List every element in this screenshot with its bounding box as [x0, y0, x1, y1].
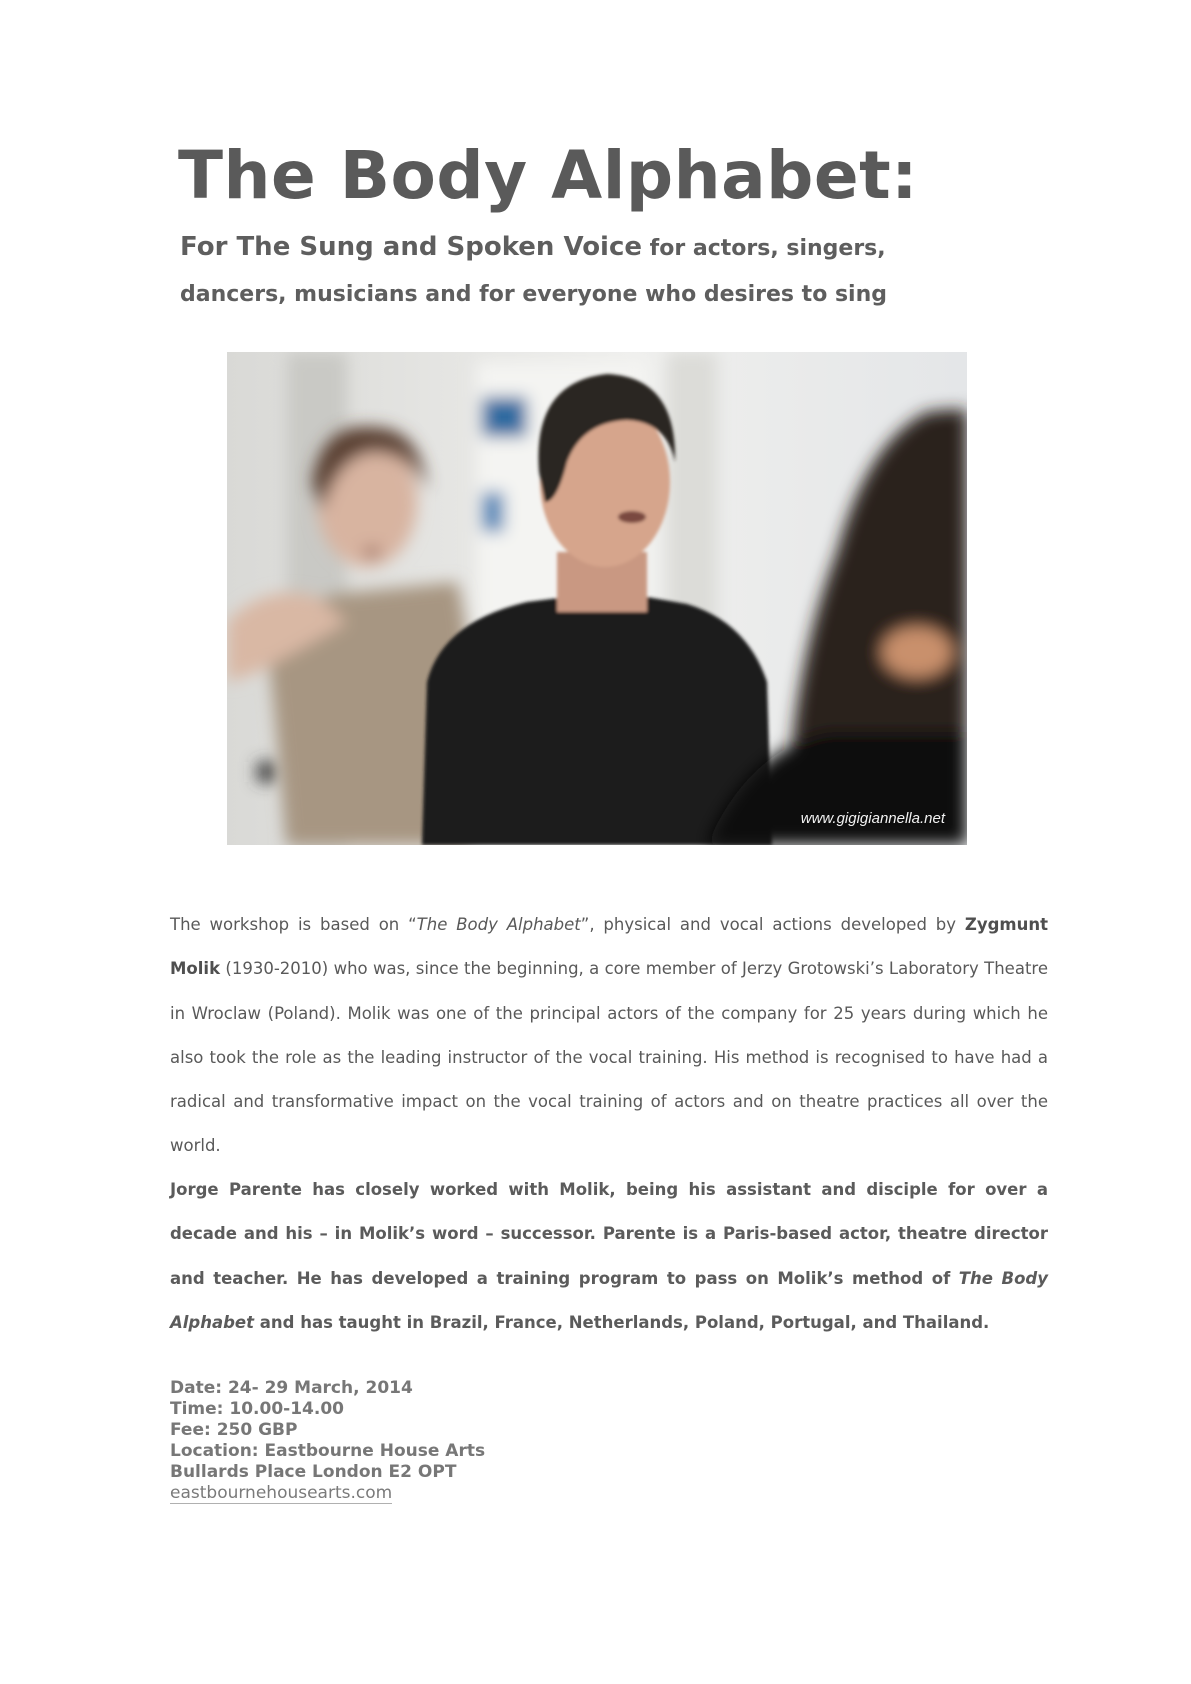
intro-italic-title: The Body Alphabet — [416, 915, 581, 934]
intro-text-2: ”, physical and vocal actions developed by — [580, 915, 965, 934]
website-link[interactable]: eastbournehousearts.com — [170, 1483, 393, 1503]
parente-text-2: and has taught in Brazil, France, Netherlands, Poland, Portugal, and Thailand. — [254, 1312, 990, 1332]
subtitle-rest: for actors, singers, dancers, musicians and for everyone who desires to sing — [180, 236, 888, 307]
event-location: Location: Eastbourne House Arts — [170, 1441, 486, 1461]
event-details — [170, 1378, 485, 1504]
subtitle-lead: For The Sung and Spoken Voice — [180, 232, 643, 262]
subtitle — [180, 224, 960, 318]
event-time: Time: 10.00-14.00 — [170, 1399, 344, 1419]
parente-text-1: Jorge Parente has closely worked with Molik, being his assistant and disciple for over a decade and his – in Molik’s word – successor. Parente is a Paris-based actor, theatre director and teacher. He has developed a training program to pass on Molik’s method of — [170, 1180, 1048, 1288]
parente-italic-title: The Body Alphabet — [170, 1268, 1049, 1332]
intro-text-1: The workshop is based on “ — [170, 915, 417, 934]
event-date: Date: 24- 29 March, 2014 — [170, 1378, 413, 1398]
intro-paragraph — [170, 903, 1048, 1169]
workshop-photo — [227, 352, 967, 845]
intro-text-3: (1930-2010) who was, since the beginning, a core member of Jerzy Grotowski’s Laboratory Theatre in Wroclaw (Poland). Molik was one of the principal actors of the company for 25 years during which he also took the role as the leading instructor of the vocal training. His method is recognised to have had a radical and transformative impact on the vocal training of actors and on theatre practices all over the world. — [170, 959, 1048, 1156]
parente-paragraph — [170, 1168, 1048, 1345]
photo-illustration — [227, 352, 967, 845]
event-fee: Fee: 250 GBP — [170, 1420, 298, 1440]
event-address: Bullards Place London E2 OPT — [170, 1462, 457, 1482]
page-title: The Body Alphabet: — [178, 137, 919, 214]
intro-bold-name: Zygmunt Molik — [170, 915, 1048, 979]
photo-credit: www.gigigiannella.net — [800, 810, 945, 827]
